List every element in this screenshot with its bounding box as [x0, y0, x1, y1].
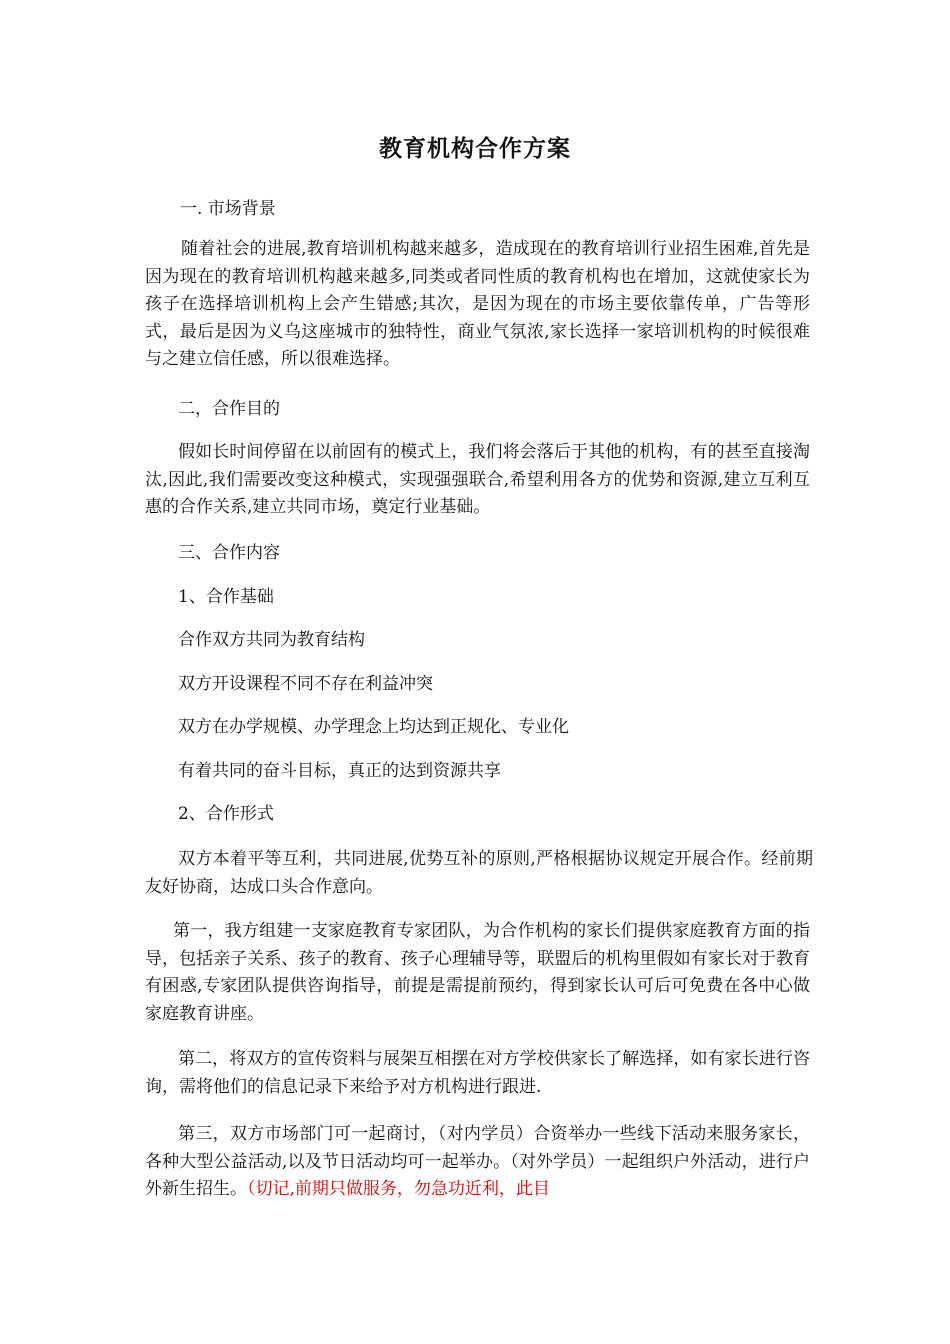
- basis-item: 合作双方共同为教育结构: [178, 630, 365, 650]
- second-item-paragraph: 第二，将双方的宣传资料与展架互相摆在对方学校供家长了解选择，如有家长进行咨询，需将他们的信息记录下来给予对方机构进行跟进.: [145, 1049, 810, 1097]
- basis-item: 双方开设课程不同不存在利益冲突: [178, 674, 433, 694]
- document-title: 教育机构合作方案: [379, 136, 571, 162]
- basis-item: 有着共同的奋斗目标，真正的达到资源共享: [178, 761, 501, 781]
- subsection-2-heading: 2、合作形式: [178, 804, 274, 824]
- section-2-heading: 二，合作目的: [178, 399, 280, 419]
- third-item-paragraph: [145, 1121, 810, 1204]
- section-3-heading: 三、合作内容: [178, 543, 280, 563]
- section-2-paragraph: 假如长时间停留在以前固有的模式上，我们将会落后于其他的机构，有的甚至直接淘汰,因此,我们需要改变这种模式，实现强强联合,希望利用各方的优势和资源,建立互利互惠的合作关系,建立共同市场，奠定行业基础。: [145, 442, 810, 517]
- third-item-warning: （切记,前期只做服务，勿急功近利，此目: [247, 1179, 550, 1199]
- form-paragraph: 双方本着平等互利，共同进展,优势互补的原则,严格根据协议规定开展合作。经前期友好协商，达成口头合作意向。: [145, 849, 813, 897]
- section-1-heading: 一. 市场背景: [180, 199, 276, 219]
- section-1-paragraph: 随着社会的进展,教育培训机构越来越多，造成现在的教育培训行业招生困难,首先是因为现在的教育培训机构越来越多,同类或者同性质的教育机构也在增加，这就使家长为孩子在选择培训机构上会产生错感;其次，是因为现在的市场主要依靠传单，广告等形式，最后是因为义乌这座城市的独特性，商业气氛浓,家长选择一家培训机构的时候很难与之建立信任感，所以很难选择。: [145, 239, 810, 369]
- first-item-paragraph: 第一，我方组建一支家庭教育专家团队，为合作机构的家长们提供家庭教育方面的指导，包括亲子关系、孩子的教育、孩子心理辅导等，联盟后的机构里假如有家长对于教育有困惑,专家团队提供咨询指导，前提是需提前预约，得到家长认可后可免费在各中心做家庭教育讲座。: [145, 921, 810, 1024]
- third-item-text: 第三，双方市场部门可一起商讨，（对内学员）合资举办一些线下活动来服务家长，各种大型公益活动,以及节日活动均可一起举办。（对外学员）一起组织户外活动，进行户外新生招生。: [145, 1124, 810, 1199]
- basis-item: 双方在办学规模、办学理念上均达到正规化、专业化: [178, 717, 569, 737]
- subsection-1-heading: 1、合作基础: [178, 587, 274, 607]
